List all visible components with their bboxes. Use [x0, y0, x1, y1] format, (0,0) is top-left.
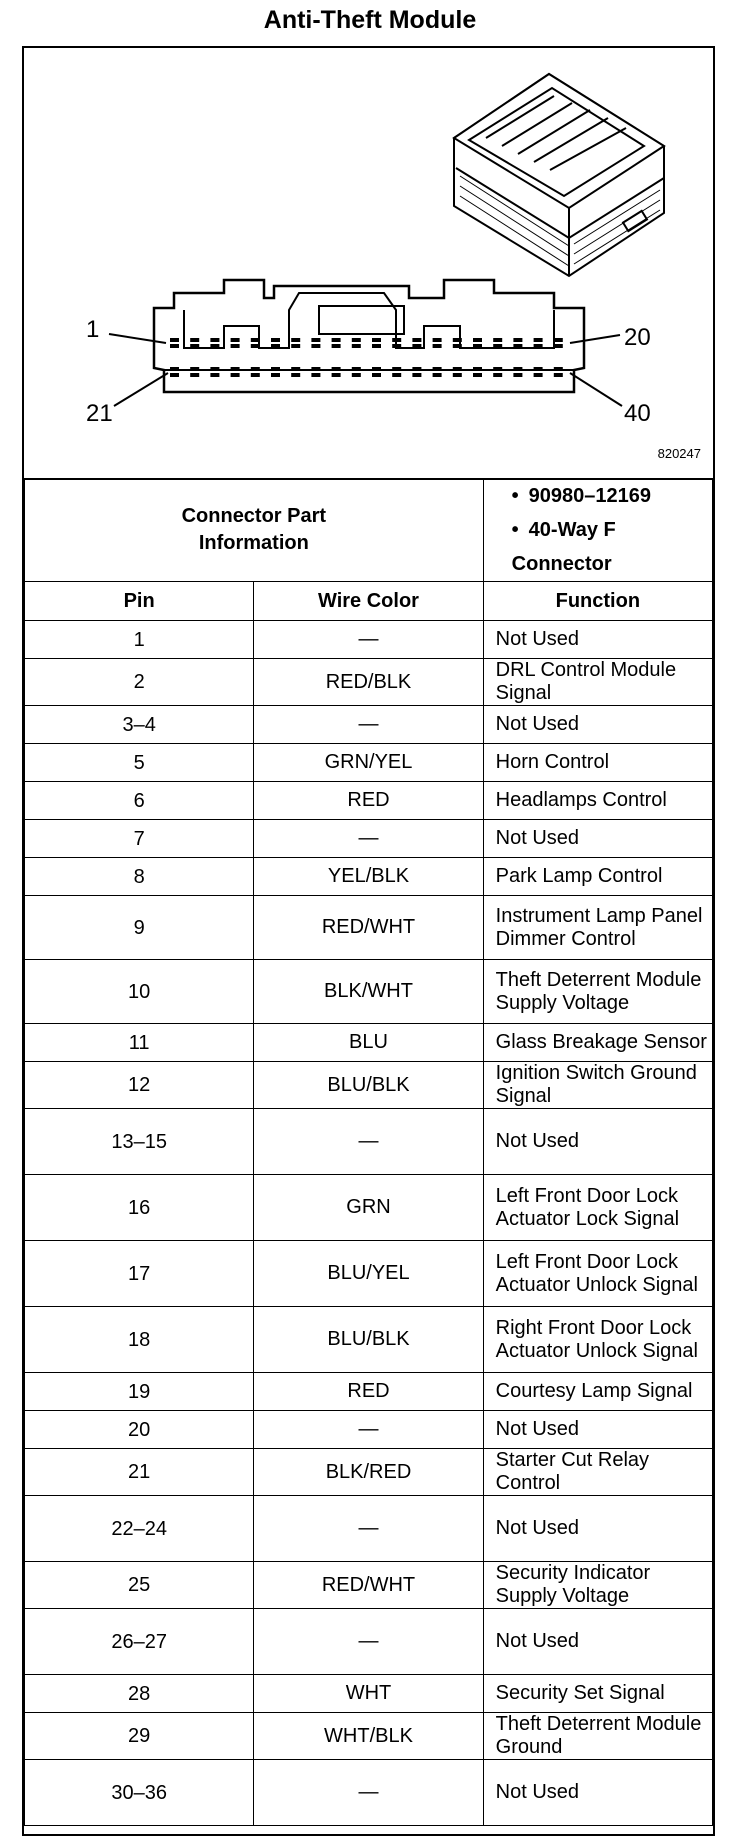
function-cell: Instrument Lamp Panel Dimmer Control [483, 896, 712, 960]
wire-color-cell: BLK/WHT [254, 960, 483, 1024]
pin-contact [513, 344, 522, 348]
connector-info-label-line2: Information [198, 532, 309, 554]
connector-diagram [24, 48, 713, 480]
pin-contact [433, 338, 442, 342]
pin-contact [473, 373, 482, 377]
pin-contact [554, 338, 563, 342]
pin-contact [332, 338, 341, 342]
pin-cell: 29 [25, 1713, 254, 1760]
pin-contact [372, 338, 381, 342]
pin-contact [271, 367, 280, 371]
pin-contact [392, 338, 401, 342]
function-cell: Starter Cut Relay Control [483, 1449, 712, 1496]
pin-contact [170, 373, 179, 377]
pin-cell: 5 [25, 744, 254, 782]
pin-contact [473, 338, 482, 342]
pin-cell: 30–36 [25, 1760, 254, 1826]
function-cell: Glass Breakage Sensor [483, 1024, 712, 1062]
function-cell: Ignition Switch Ground Signal [483, 1062, 712, 1109]
pin-cell: 10 [25, 960, 254, 1024]
table-row [25, 1675, 713, 1713]
pinout-rows [25, 621, 713, 1826]
pin-contact [412, 367, 421, 371]
wire-color-cell: BLU/BLK [254, 1307, 483, 1373]
function-cell: Not Used [483, 1411, 712, 1449]
table-row [25, 1562, 713, 1609]
pin-contact [513, 338, 522, 342]
connector-illustration [24, 48, 713, 478]
pin-contact [453, 373, 462, 377]
table-row [25, 1760, 713, 1826]
function-cell: Right Front Door Lock Actuator Unlock Signal [483, 1307, 712, 1373]
connector-3d-sketch [454, 74, 664, 276]
table-row [25, 1609, 713, 1675]
pin-contact [473, 367, 482, 371]
pin-contact [190, 373, 199, 377]
pin-contact [271, 373, 280, 377]
wire-color-cell: — [254, 1109, 483, 1175]
pin-contact [433, 373, 442, 377]
pin-contact [433, 367, 442, 371]
pin-contact [332, 367, 341, 371]
wire-color-cell: BLK/RED [254, 1449, 483, 1496]
pin-contact [291, 344, 300, 348]
pin-cell: 12 [25, 1062, 254, 1109]
table-row [25, 706, 713, 744]
table-row [25, 1024, 713, 1062]
connector-type: • 40-Way F Connector [512, 513, 712, 581]
table-row [25, 1411, 713, 1449]
function-cell: Not Used [483, 621, 712, 659]
pin-contact [534, 367, 543, 371]
wire-color-cell: — [254, 1411, 483, 1449]
pin-label-40: 40 [624, 400, 651, 427]
pin-contact [311, 373, 320, 377]
table-row [25, 1449, 713, 1496]
function-cell: Left Front Door Lock Actuator Unlock Signal [483, 1241, 712, 1307]
pin-contact [493, 344, 502, 348]
pin-contact [190, 338, 199, 342]
pin-contact [534, 338, 543, 342]
pin-contact [412, 338, 421, 342]
pin-cell: 21 [25, 1449, 254, 1496]
wire-color-cell: YEL/BLK [254, 858, 483, 896]
function-cell: DRL Control Module Signal [483, 659, 712, 706]
function-cell: Not Used [483, 1109, 712, 1175]
wire-color-cell: RED/WHT [254, 1562, 483, 1609]
pin-contact [251, 367, 260, 371]
wire-color-cell: WHT/BLK [254, 1713, 483, 1760]
page-title: Anti-Theft Module [263, 6, 477, 34]
pin-cell: 7 [25, 820, 254, 858]
pin-contact [332, 373, 341, 377]
pin-contact [170, 367, 179, 371]
pin-cell: 18 [25, 1307, 254, 1373]
pin-contact [352, 344, 361, 348]
connector-part-number: • 90980–12169 [512, 479, 712, 513]
function-cell: Park Lamp Control [483, 858, 712, 896]
pin-contact [453, 344, 462, 348]
connector-info-label-line1: Connector Part [181, 505, 327, 527]
wire-color-cell: GRN [254, 1175, 483, 1241]
function-cell: Horn Control [483, 744, 712, 782]
wire-color-cell: BLU [254, 1024, 483, 1062]
table-row [25, 896, 713, 960]
pin-contact [311, 367, 320, 371]
table-row [25, 820, 713, 858]
pin-contact [271, 344, 280, 348]
pin-contact [352, 373, 361, 377]
pin-contact [170, 338, 179, 342]
pin-cell: 25 [25, 1562, 254, 1609]
diagram-ref-number: 820247 [657, 446, 701, 461]
pin-contact [271, 338, 280, 342]
pin-contact [251, 338, 260, 342]
pin-label-1: 1 [86, 316, 100, 343]
pinout-table [24, 478, 713, 1826]
pin-contact [392, 373, 401, 377]
table-row [25, 659, 713, 706]
pin-contact [513, 373, 522, 377]
pin-contact [352, 367, 361, 371]
pin-row-top [170, 338, 563, 348]
table-row [25, 1713, 713, 1760]
function-cell: Courtesy Lamp Signal [483, 1373, 712, 1411]
function-cell: Not Used [483, 706, 712, 744]
connector-info-row [25, 479, 713, 582]
wire-color-cell: RED/BLK [254, 659, 483, 706]
function-cell: Not Used [483, 1760, 712, 1826]
pin-cell: 13–15 [25, 1109, 254, 1175]
pin-contact [453, 338, 462, 342]
pin-contact [210, 338, 219, 342]
pin-cell: 8 [25, 858, 254, 896]
pin-contact [493, 367, 502, 371]
table-row [25, 960, 713, 1024]
pin-contact [352, 338, 361, 342]
wire-color-cell: WHT [254, 1675, 483, 1713]
wire-color-cell: — [254, 1760, 483, 1826]
function-cell: Left Front Door Lock Actuator Lock Signal [483, 1175, 712, 1241]
pin-contact [493, 373, 502, 377]
table-row [25, 858, 713, 896]
pin-contact [473, 344, 482, 348]
pin-contact [231, 338, 240, 342]
column-header-wire-color: Wire Color [254, 582, 483, 621]
function-cell: Headlamps Control [483, 782, 712, 820]
wire-color-cell: — [254, 1609, 483, 1675]
pin-contact [332, 344, 341, 348]
pin-contact [412, 373, 421, 377]
function-cell: Not Used [483, 820, 712, 858]
pin-contact [210, 373, 219, 377]
wire-color-cell: — [254, 1496, 483, 1562]
function-cell: Not Used [483, 1609, 712, 1675]
wire-color-cell: GRN/YEL [254, 744, 483, 782]
column-header-row [25, 582, 713, 621]
pin-contact [210, 367, 219, 371]
pin-cell: 3–4 [25, 706, 254, 744]
wire-color-cell: RED/WHT [254, 896, 483, 960]
pin-contact [311, 344, 320, 348]
pin-contact [412, 344, 421, 348]
pin-contact [433, 344, 442, 348]
table-row [25, 1496, 713, 1562]
pin-label-21: 21 [86, 400, 113, 427]
pin-contact [231, 367, 240, 371]
pin-contact [251, 373, 260, 377]
pin-cell: 20 [25, 1411, 254, 1449]
pin-contact [554, 367, 563, 371]
pin-cell: 26–27 [25, 1609, 254, 1675]
pin-cell: 17 [25, 1241, 254, 1307]
connector-info-label [25, 479, 484, 582]
table-row [25, 1175, 713, 1241]
function-cell: Theft Deterrent Module Ground [483, 1713, 712, 1760]
pin-contact [372, 367, 381, 371]
pin-contact [291, 338, 300, 342]
function-cell: Security Indicator Supply Voltage [483, 1562, 712, 1609]
pin-contact [210, 344, 219, 348]
pin-contact [190, 367, 199, 371]
pin-contact [190, 344, 199, 348]
wire-color-cell: RED [254, 782, 483, 820]
pin-contact [392, 367, 401, 371]
pin-contact [291, 367, 300, 371]
table-row [25, 744, 713, 782]
pin-cell: 1 [25, 621, 254, 659]
wire-color-cell: — [254, 820, 483, 858]
pin-contact [554, 373, 563, 377]
table-row [25, 1373, 713, 1411]
wire-color-cell: — [254, 706, 483, 744]
pin-contact [493, 338, 502, 342]
table-row [25, 1109, 713, 1175]
pin-contact [372, 344, 381, 348]
table-row [25, 1062, 713, 1109]
pin-contact [453, 367, 462, 371]
connector-table-frame [22, 46, 715, 1836]
pin-contact [392, 344, 401, 348]
pin-cell: 19 [25, 1373, 254, 1411]
pin-cell: 11 [25, 1024, 254, 1062]
pin-contact [251, 344, 260, 348]
table-row [25, 782, 713, 820]
pin-cell: 9 [25, 896, 254, 960]
connector-info-list [483, 479, 712, 582]
pin-cell: 16 [25, 1175, 254, 1241]
pin-contact [534, 373, 543, 377]
wire-color-cell: BLU/BLK [254, 1062, 483, 1109]
pin-contact [311, 338, 320, 342]
pin-contact [170, 344, 179, 348]
column-header-function: Function [483, 582, 712, 621]
function-cell: Not Used [483, 1496, 712, 1562]
table-row [25, 1241, 713, 1307]
wire-color-cell: BLU/YEL [254, 1241, 483, 1307]
pin-contact [513, 367, 522, 371]
pin-cell: 22–24 [25, 1496, 254, 1562]
table-row [25, 1307, 713, 1373]
table-row [25, 621, 713, 659]
pin-contact [372, 373, 381, 377]
pin-contact [534, 344, 543, 348]
function-cell: Security Set Signal [483, 1675, 712, 1713]
pin-contact [554, 344, 563, 348]
pin-row-bottom [170, 367, 563, 377]
pin-cell: 28 [25, 1675, 254, 1713]
function-cell: Theft Deterrent Module Supply Voltage [483, 960, 712, 1024]
pin-label-20: 20 [624, 324, 651, 351]
wire-color-cell: — [254, 621, 483, 659]
wire-color-cell: RED [254, 1373, 483, 1411]
pin-cell: 2 [25, 659, 254, 706]
pin-contact [231, 344, 240, 348]
pin-contact [231, 373, 240, 377]
pin-cell: 6 [25, 782, 254, 820]
pin-contact [291, 373, 300, 377]
column-header-pin: Pin [25, 582, 254, 621]
